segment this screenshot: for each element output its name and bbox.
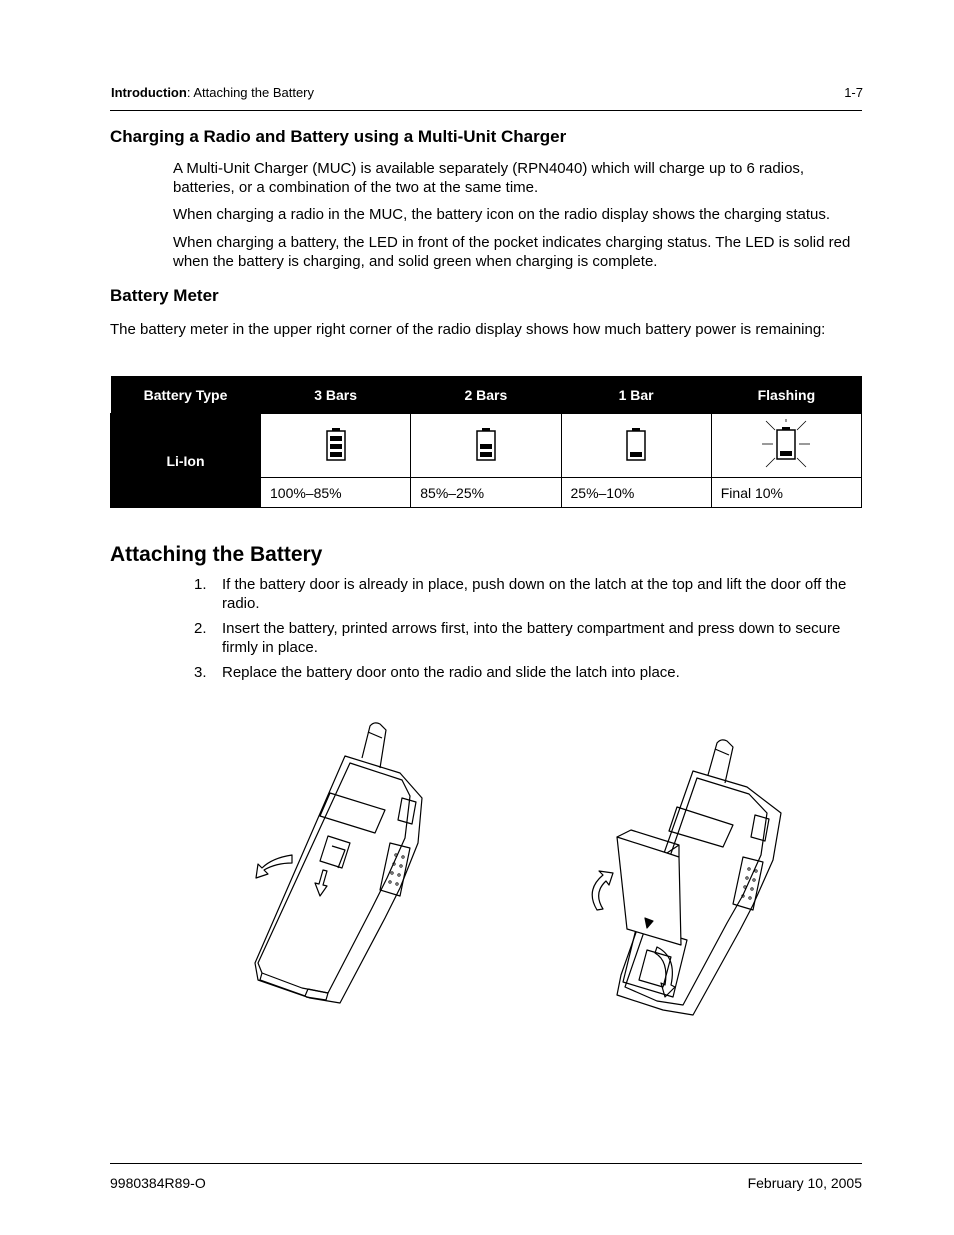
range-flashing: Final 10% [711,478,861,508]
document-number: 9980384R89-O [110,1175,206,1191]
list-item [194,663,862,682]
page-number: 1-7 [844,85,863,100]
step-text: Replace the battery door onto the radio and slide the latch into place. [222,664,680,681]
icon-cell-3-bars [261,414,411,478]
header-rule [110,110,862,111]
range-2-bars: 85%–25% [411,478,561,508]
range-1-bar: 25%–10% [561,478,711,508]
header-3-bars: 3 Bars [261,376,411,414]
attach-steps-list [194,575,862,688]
icon-cell-1-bar [561,414,711,478]
range-3-bars: 100%–85% [261,478,411,508]
muc-paragraph-2: When charging a radio in the MUC, the battery icon on the radio display shows the charging status. [173,206,831,223]
battery-meter-intro: The battery meter in the upper right corner of the radio display shows how much battery power is remaining: [110,321,826,338]
list-item [194,619,862,657]
icon-cell-2-bars [411,414,561,478]
muc-heading: Charging a Radio and Battery using a Multi-Unit Charger [110,127,567,146]
footer-rule [110,1163,862,1164]
remove-door-illustration [250,718,435,1013]
header-subsection: : Attaching the Battery [186,85,315,100]
publication-date: February 10, 2005 [747,1175,862,1191]
header-section: Introduction [111,85,187,100]
header-2-bars: 2 Bars [411,376,561,414]
list-item [194,575,862,613]
battery-flashing-icon [761,418,811,470]
battery-type-cell: Li-Ion [111,414,261,508]
battery-meter-heading: Battery Meter [110,286,219,305]
step-number: 1. [194,576,207,593]
table-header-row [111,376,862,414]
battery-2-bars-icon [475,427,497,461]
header-battery-type: Battery Type [111,376,261,414]
insert-battery-illustration [575,735,790,1030]
header-flashing: Flashing [711,376,861,414]
battery-1-bar-icon [625,427,647,461]
muc-paragraph-3: When charging a battery, the LED in front of the pocket indicates charging status. The LED is solid red when the battery is charging, and solid green when charging is complete. [173,234,851,270]
step-text: If the battery door is already in place, push down on the latch at the top and lift the door off the radio. [222,576,847,612]
battery-3-bars-icon [325,427,347,461]
attaching-heading: Attaching the Battery [110,543,323,566]
header-1-bar: 1 Bar [561,376,711,414]
running-header [111,85,314,100]
table-row-icons [111,414,862,478]
icon-cell-flashing [711,414,861,478]
step-text: Insert the battery, printed arrows first, into the battery compartment and press down to secure firmly in place. [222,620,841,656]
battery-meter-table [110,376,862,508]
step-number: 3. [194,664,207,681]
muc-paragraph-1: A Multi-Unit Charger (MUC) is available separately (RPN4040) which will charge up to 6 radios, batteries, or a combination of the two at the same time. [173,160,805,196]
step-number: 2. [194,620,207,637]
